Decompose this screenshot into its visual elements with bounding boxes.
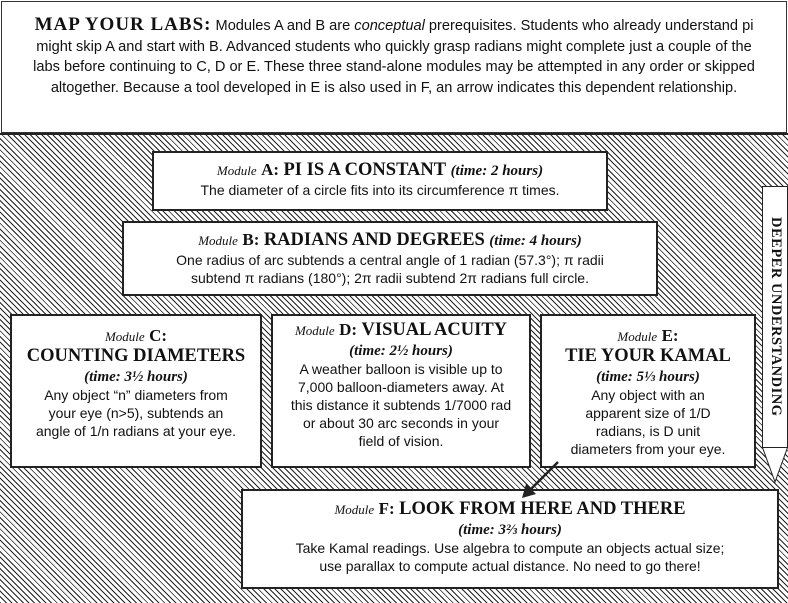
module-a-letter: A:: [261, 160, 280, 179]
module-e-label: [542, 326, 754, 346]
module-f-desc-line: use parallax to compute actual distance. No need to go there!: [319, 558, 701, 574]
module-d-desc-line: A weather balloon is visible up to: [299, 361, 503, 377]
module-d-title: VISUAL ACUITY: [361, 320, 508, 340]
module-d-box: [271, 314, 531, 468]
module-a-header: [154, 160, 606, 181]
module-d-header: [273, 320, 529, 341]
module-d-desc-line: or about 30 arc seconds in your: [302, 415, 500, 431]
module-f-title: LOOK FROM HERE AND THERE: [399, 499, 686, 519]
intro-text-after: prerequisites. Students who already understand pi might skip A and start with B. Advanced students who quickly grasp radians might complete just a couple of the labs before continuing to C, D or E. These three stand-alone modules may be attempted in any order or skipped altogether. Because a tool developed in E is also used in F, an arrow indicates this dependent relationship.: [33, 18, 755, 96]
module-c-time: (time: 3½ hours): [84, 369, 188, 385]
module-e-desc-line: radians, is D unit: [595, 423, 701, 439]
module-c-desc-line: Any object “n” diameters from: [44, 387, 228, 403]
module-d-time: (time: 2½ hours): [349, 343, 453, 359]
module-c-desc-line: angle of 1/n radians at your eye.: [35, 423, 237, 439]
module-e-box: [540, 314, 756, 468]
module-e-word: Module: [617, 329, 658, 344]
intro-emphasis: conceptual: [354, 18, 425, 34]
module-d-word: Module: [294, 323, 335, 338]
module-d-desc-line: this distance it subtends 1/7000 rad: [290, 397, 512, 413]
module-f-time: (time: 3⅔ hours): [458, 522, 562, 538]
module-d-letter: D:: [339, 320, 358, 339]
module-b-desc-line: One radius of arc subtends a central angle of 1 radian (57.3°); π radii: [176, 252, 604, 268]
module-b-desc-line: subtend π radians (180°); 2π radii subtend 2π radians full circle.: [190, 270, 589, 286]
module-c-label: [12, 326, 260, 346]
module-e-desc-line: apparent size of 1/D: [585, 405, 711, 421]
module-f-word: Module: [334, 502, 375, 517]
module-c-word: Module: [104, 329, 145, 344]
module-a-desc-line: The diameter of a circle fits into its circumference π times.: [200, 182, 560, 198]
module-e-letter: E:: [661, 326, 679, 345]
module-e-desc-line: diameters from your eye.: [570, 441, 726, 457]
module-b-time: (time: 4 hours): [489, 233, 582, 249]
module-f-letter: F:: [378, 499, 395, 518]
module-d-desc-line: 7,000 balloon-diameters away. At: [298, 379, 504, 395]
module-f-desc-line: Take Kamal readings. Use algebra to compute an objects actual size;: [295, 540, 725, 556]
deeper-understanding-label: DEEPER UNDERSTANDING: [762, 186, 788, 448]
module-c-letter: C:: [149, 326, 168, 345]
module-c-description: [12, 386, 260, 440]
module-a-time: (time: 2 hours): [450, 163, 544, 179]
intro-heading: MAP YOUR LABS:: [34, 14, 212, 35]
down-arrowhead-icon: [762, 447, 788, 483]
intro-paragraph: [28, 15, 760, 98]
module-b-box: [122, 221, 658, 296]
module-d-desc-line: field of vision.: [358, 433, 444, 449]
module-b-header: [124, 230, 656, 251]
module-b-description: [124, 251, 656, 287]
module-f-description: [243, 539, 777, 575]
module-f-box: [241, 489, 779, 589]
module-a-description: [154, 181, 606, 199]
module-e-desc-line: Any object with an: [591, 387, 705, 403]
intro-text-before: Modules A and B are: [211, 18, 355, 34]
module-a-word: Module: [216, 163, 257, 178]
module-f-header: [243, 499, 777, 520]
module-a-title: PI IS A CONSTANT: [283, 160, 447, 180]
module-e-description: [542, 386, 754, 458]
deeper-understanding-arrow: [762, 186, 788, 484]
module-b-title: RADIANS AND DEGREES: [263, 230, 485, 250]
module-d-description: [273, 360, 529, 450]
module-c-title: COUNTING DIAMETERS: [26, 346, 246, 366]
module-c-desc-line: your eye (n>5), subtends an: [48, 405, 224, 421]
module-b-word: Module: [198, 233, 238, 248]
module-e-title: TIE YOUR KAMAL: [565, 346, 731, 366]
module-c-box: [10, 314, 262, 468]
module-a-box: [152, 151, 608, 211]
module-e-time: (time: 5⅓ hours): [596, 369, 700, 385]
intro-box: [1, 1, 787, 133]
module-b-letter: B:: [242, 230, 260, 249]
